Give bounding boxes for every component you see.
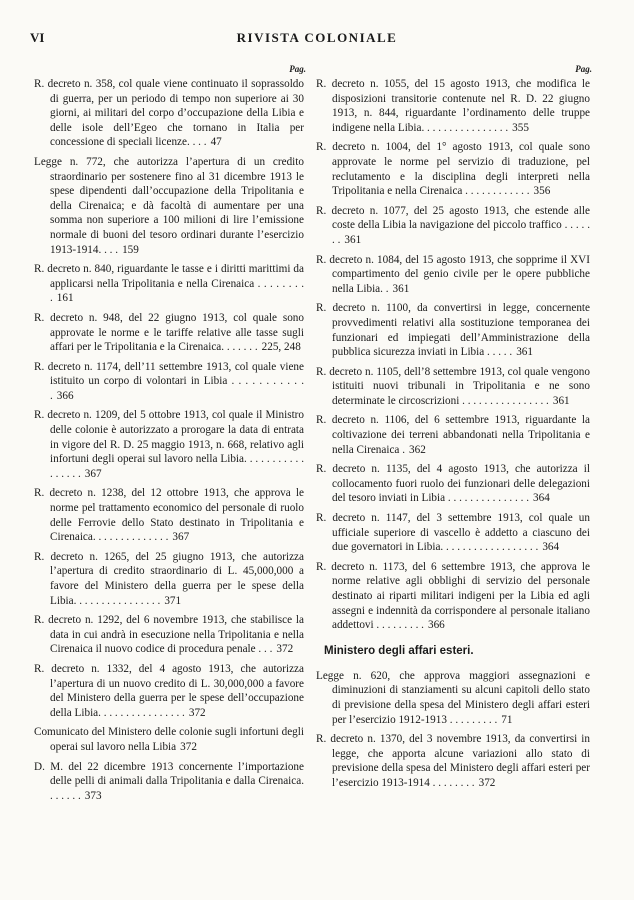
entry-text: Comunicato del Ministero delle colonie sugli infortuni degli operai sul lavoro nella Libia [34, 726, 304, 753]
entry-text: R. decreto n. 1173, del 6 settembre 1913, che approva le norme relative agli obblighi di servizio del personale destinato ai riparti militari indigeni per la Libia ed agli assegni e indennità da corrispondere al personale italiano addettovi . . . . . . . . . [316, 560, 590, 632]
entry-text: R. decreto n. 1106, del 6 settembre 1913, riguardante la coltivazione dei terreni abbandonati nella Tripolitania e nella Cirenaica . [316, 414, 590, 456]
entry-text: R. decreto n. 1084, del 15 agosto 1913, che sopprime il XVI compartimento del genio civile per le opere pubbliche nella Libia. . [316, 253, 590, 295]
index-entry [316, 365, 592, 409]
index-entry [34, 550, 306, 608]
index-entry [34, 486, 306, 544]
section-heading: Ministero degli affari esteri. [324, 644, 474, 657]
entry-page-ref: 361 [392, 282, 410, 295]
index-entry [34, 360, 306, 404]
entry-text: R. decreto n. 1292, del 6 novembre 1913, che stabilisce la data in cui andrà in esecuzione nella Tripolitania e nella Cirenaica il nuovo codice di procedura penale . . . [34, 614, 304, 656]
entry-page-ref: 225, 248 [261, 341, 301, 354]
index-entry [34, 155, 306, 257]
entry-page-ref: 361 [516, 346, 533, 359]
right-column [316, 64, 592, 796]
entry-page-ref: 367 [172, 531, 190, 544]
index-entry [316, 413, 592, 457]
index-entry [316, 732, 592, 790]
entry-page-ref: 47 [210, 136, 222, 149]
entry-text: R. decreto n. 1174, dell’11 settembre 1913, col quale viene istituito un corpo di volontari in Libia . . . . . . . . . . . . [34, 360, 304, 402]
entry-page-ref: 367 [84, 467, 102, 480]
right-entry-list [316, 77, 592, 633]
entry-page-ref: 71 [501, 713, 513, 726]
entry-page-ref: 355 [512, 121, 529, 134]
entry-text: R. decreto n. 1265, del 25 giugno 1913, che autorizza l’apertura di credito straordinario di L. 45,000,000 a favore del Ministero della guerra per le spese della Libia. . . . . . . . . . . . . . . . [34, 550, 304, 607]
entry-text: R. decreto n. 1105, dell’8 settembre 1913, col quale vengono istituiti nuovi tribunali in Tripolitania e ne sono determinate le circoscrizioni . . . . . . . . . . . . . . . . [316, 365, 590, 407]
entry-page-ref: 362 [409, 443, 426, 456]
entry-page-ref: 366 [56, 389, 74, 402]
index-entry [34, 408, 306, 481]
entry-text: R. decreto n. 1332, del 4 agosto 1913, che autorizza l’apertura di un nuovo credito di L. 30,000,000 a favore del Ministero della guerra per le spese dell’occupazione della Libia. . . . . . . . . . . . . . . . [34, 662, 304, 719]
left-column [34, 64, 306, 808]
entry-page-ref: 364 [533, 492, 550, 505]
entry-page-ref: 161 [56, 292, 74, 305]
index-entry [34, 725, 306, 754]
entry-page-ref: 371 [164, 594, 182, 607]
entry-text: R. decreto n. 1055, del 15 agosto 1913, che modifica le disposizioni transitorie contenute nel R. D. 22 giugno 1913, n. 844, riguardante l’ordinamento delle truppe indigene nella Libia. . . . . . . . . . . . . . . . [316, 78, 590, 134]
entry-text: R. decreto n. 1100, da convertirsi in legge, concernente provvedimenti relativi alla sostituzione temporanea dei funzionari ed impiegati dell’Amministrazione della pubblica sicurezza inviati in Libia . . . . . [316, 302, 590, 359]
entry-text: R. decreto n. 1209, del 5 ottobre 1913, col quale il Ministro delle colonie è autorizzato a prorogare la data di entrata in vigore del R. D. 25 maggio 1913, n. 668, relativo agli infortuni degli operai sul lavoro nella Libia. . . . . . . . . . . . . . . . . [34, 409, 304, 480]
index-entry [316, 511, 592, 555]
entry-text: R. decreto n. 1135, del 4 agosto 1913, che autorizza il collocamento fuori ruolo dei funzionari delle delegazioni del tesoro inviati in Libia . . . . . . . . . . . . . . . [316, 463, 590, 505]
index-entry [316, 77, 592, 135]
entry-text: R. decreto n. 358, col quale viene continuato il soprassoldo di guerra, per un periodo di tempo non superiore ai 30 giorni, ai militari del corpo d’occupazione della Libia e delle isole dell’Egeo che tornano in Italia per concessione di speciali licenze. . . . [34, 78, 304, 149]
entry-text: R. decreto n. 1370, del 3 novembre 1913, da convertirsi in legge, che apporta alcune variazioni allo stato di previsione della spesa del Ministero degli affari esteri per l’esercizio 1913-1914 . . . . . . . . [316, 733, 590, 789]
left-entry-list [34, 77, 306, 803]
index-entry [34, 613, 306, 657]
index-entry [316, 669, 592, 727]
entry-text: Legge n. 620, che approva maggiori assegnazioni e diminuzioni di stanziamenti su alcuni capitoli dello stato di previsione della spesa del Ministero degli affari esteri per l’esercizio 1912-1913 . . . . . . . . . [316, 669, 590, 726]
entry-text: R. decreto n. 1004, del 1° agosto 1913, col quale sono approvate le norme pel servizio di traduzione, pel reclutamento e la disciplina degli interpreti nella Tripolitania e nella Cirenaica . . . . . . . . . . . . [316, 141, 590, 198]
entry-page-ref: 356 [533, 185, 551, 198]
entry-page-ref: 373 [84, 789, 102, 802]
index-entry [316, 253, 592, 297]
entry-text: Legge n. 772, che autorizza l’apertura di un credito straordinario per sostenere fino al 31 dicembre 1913 le spese dipendenti dall’occupazione della Tripolitania e della Cirenaica; e dà facoltà di aumentare per una somma non superiore a 100 milioni di lire l’emissione normale di buoni del tesoro ordinari durante l’esercizio 1913-1914. . . . [34, 155, 304, 256]
entry-text: R. decreto n. 840, riguardante le tasse e i diritti marittimi da applicarsi nella Tripolitania e nella Cirenaica . . . . . . . . . [34, 263, 304, 305]
entry-page-ref: 364 [542, 541, 560, 554]
pag-label: Pag. [575, 64, 592, 74]
index-entry [34, 77, 306, 150]
section-entry-list [316, 669, 592, 791]
index-entry [34, 662, 306, 720]
entry-page-ref: 372 [478, 776, 496, 789]
entry-text: R. decreto n. 1147, del 3 settembre 1913, col quale un ufficiale superiore di vascello è addetto a ciascuno dei due governatori in Libia. . . . . . . . . . . . . . . . . . [316, 512, 590, 554]
index-entry [316, 140, 592, 198]
index-entry [316, 462, 592, 506]
entry-text: R. decreto n. 948, del 22 giugno 1913, col quale sono approvate le norme e le tariffe relative alle tasse sugli affari per le Tripolitania e la Cirenaica. . . . . . . [34, 311, 304, 354]
entry-page-ref: 366 [427, 619, 445, 632]
entry-text: D. M. del 22 dicembre 1913 concernente l’importazione delle pelli di animali dalla Tripolitania e dalla Cirenaica. . . . . . . [34, 760, 304, 802]
entry-page-ref: 361 [552, 394, 570, 407]
entry-page-ref: 372 [188, 706, 206, 719]
index-entry [34, 262, 306, 306]
entry-text: R. decreto n. 1077, del 25 agosto 1913, che estende alle coste della Libia la navigazione del piccolo traffico . . . . . . . [316, 204, 590, 246]
journal-title: RIVISTA COLONIALE [236, 30, 398, 45]
entry-page-ref: 372 [180, 740, 197, 753]
index-entry [34, 760, 306, 804]
page-number: VI [30, 30, 45, 45]
index-entry [316, 301, 592, 359]
page-header [30, 30, 604, 52]
entry-page-ref: 372 [276, 643, 294, 656]
index-entry [316, 560, 592, 633]
index-entry [316, 204, 592, 248]
entry-text: R. decreto n. 1238, del 12 ottobre 1913, che approva le norme pel trattamento economico del personale di ruolo delle Ferrovie dello Stato destinato in Tripolitania e Cirenaica. . . . . . . . . . . . . . [34, 487, 304, 544]
entry-page-ref: 361 [344, 233, 362, 246]
entry-page-ref: 159 [122, 243, 139, 256]
index-entry [34, 311, 306, 355]
pag-label: Pag. [289, 64, 306, 74]
